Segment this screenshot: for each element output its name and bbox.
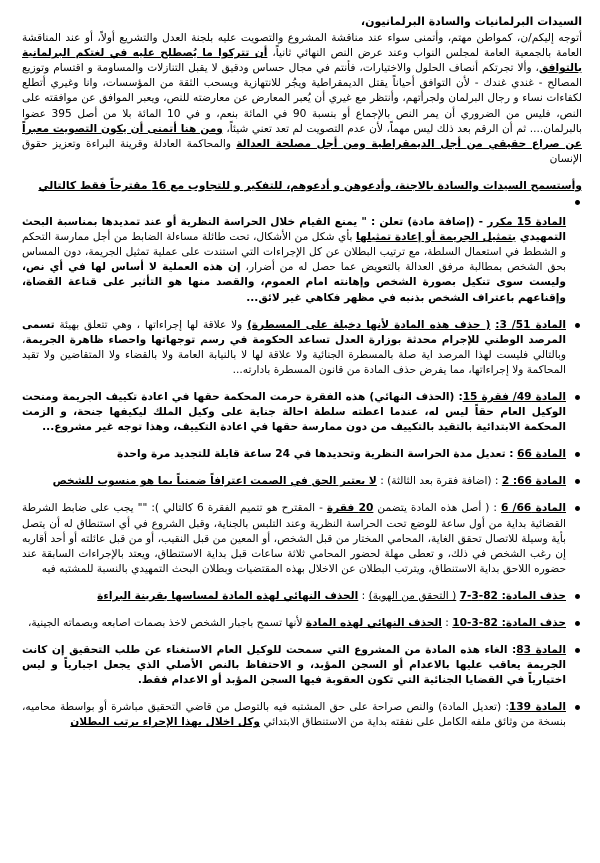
article-item — [22, 474, 566, 489]
article-item — [22, 616, 566, 631]
intro-emphasis-consensus: بالتوافق — [538, 62, 582, 75]
article-emphasis: تسمى المرصد الوطني للإجرام محدثة بوزارة العدل تساعد الحكومة في رسم توجهاتها واحصاء ظاهرة الجريمة — [22, 318, 566, 346]
article-item — [22, 700, 566, 730]
article-text: : تعديل مدة الحراسة النظرية وتحديدها في 24 ساعة قابلة للتجديد مرة واحدة — [117, 448, 518, 461]
article-heading: المادة 15 مكرر — [487, 216, 566, 229]
intro-emphasis-underline: أن تتركوا ما يُصطلح عليه في لغتكم البرلمانية — [22, 47, 268, 60]
article-text: لأنها تسمح باجبار الشخص لاخذ بصمات اصابعه وبصماته الجينية، — [27, 617, 306, 629]
article-heading: المادة 139 — [508, 701, 566, 714]
article-text: ولا علاقة لها إجراءاتها ، وهي تتعلق بهيئة — [54, 318, 248, 331]
article-text: : (اضافة فقرة بعد الثالثة) : — [376, 475, 502, 488]
article-heading: حذف المادة: 82-3-7 — [459, 589, 566, 602]
article-emphasis: إن هذه العملية لا أساس لها في أي نص، وليست سوى تنكيل بصورة الشخص وإهانته امام العموم، والقصد منها هو التأثير على قناعة القضاة، وإقناعهم باعتراف الشخص بذنبه في مظهر فكاهي غير لائق... — [22, 261, 566, 304]
article-text: : — [441, 617, 453, 629]
article-emphasis: بتمثيل الجريمة أو إعادة تمثيلها — [356, 231, 516, 244]
article-text: بأي شكل من الأشكال، تحت طائلة مساءلة الضابط من أجل ممارسة التحكم و الشطط في استعمال السلطة، مع ترتيب البطلان عن كل الإجراءات التي استندت على عملية تمثيل الجريمة، دون المساس بحق الشخص بمطالبة مرفق العدالة بالتعويض عما حصل له من أضرار، — [22, 231, 566, 274]
article-item — [22, 501, 566, 576]
article-emphasis: الحذف النهائي لهذه المادة لمساسها بقرينة البراءة — [97, 589, 359, 602]
article-item — [22, 447, 566, 462]
article-heading: المادة 49/ فقرة 15 — [462, 390, 566, 403]
intro-paragraph — [22, 31, 582, 167]
article-item — [22, 390, 566, 435]
article-heading: المادة 66/ 6 — [501, 502, 567, 515]
article-heading: المادة 66: 2 — [501, 475, 566, 488]
invitation-heading: وأستسمح السيدات والسادة بالاجنة، وأدعوهن و أدعوهم، للتفكير و للتجاوب مع 16 مقترحاً فقط كالتالي — [38, 178, 582, 192]
article-heading: المادة 51/ 3: — [495, 318, 566, 331]
intro-text-2: ، وألا تجرتكم أنصاف الحلول والاختيارات، فأنتم في مجال حساس ودقيق لا يقبل التنازلات والمساومة و اقتسام وتوزيع المصالح - غندي غندك - لأن التوافق أحياناً يقتل الديمقراطية ويجُر للانتهازية ويسحب الثقة من المؤسسات، وانا وغيري أتطلع لكفاءات نساء و رجال البرلمان ولجرأتهم، وأنتظر مع غيري أن يُعبر المعارض عن معارضته للنص، ويعبر الموافق عن موافقته على النص، فليس من الضروري أن يمر النص بالإجماع أو بنسبة 90 في المائة بنعم، و في 10 المائة بلا من أصل 395 عضوا بالبرلمان.... ثم أن الرقم بعد ذلك ليس مهماً، لأن عدم التصويت لم تعد تعني شيئاً، — [22, 62, 582, 135]
article-text: : ( أصل هذه المادة يتضمن — [373, 502, 501, 515]
intro-text-1: أتوجه إليكم/ن، كمواطن مهتم، وأتمنى سواء عند مناقشة المشروع والتصويت عليه بلجنة العدل والتشريع أولاً، أو عند المناقشة العامة بالجمعية العامة لمجلس النواب وعند عرض النص النهائي ثانياً، — [22, 32, 582, 60]
article-heading: المادة 83 — [516, 644, 566, 657]
article-emphasis: لا يعتبر الحق في الصمت اعترافاً ضمنياً بما هو منسوب للشخص — [52, 475, 377, 488]
article-text: - (إضافة مادة) تعلن : " يمنع القيام خلال الحراسة النظرية أو عند تمديدها بمناسبة البحث التمهيدي — [22, 216, 566, 244]
article-emphasis: ( التحقق من الهوية) — [368, 589, 457, 602]
article-text: : — [358, 589, 369, 602]
intro-emphasis-vote: ومن هنا أتمنى أن يكون التصويت معبراً عن صراع حقيقي من أجل الديمقراطية ومن أجل مصلحة العدالة — [22, 122, 582, 150]
article-emphasis: وكل اخلال بهذا الإجراء يرتب البطلان — [70, 716, 261, 729]
article-text: : (الحذف النهائي) هذه الفقرة حرمت المحكمة حقها في اعادة تكييف الجريمة ومنحت الوكيل العام حقاً ليس له، عندما اعطته سلطة احالة جناية على وكيل الملك ليكيفها جنحة، و الزمت المحكمة الابتدائية بالتقيد بالتكييف من دون ممارسة حقها في اعادة التكييف، وهذا توجه غير مشروع... — [22, 390, 566, 434]
article-emphasis: 20 فقرة — [326, 502, 374, 515]
article-item — [22, 201, 566, 306]
article-emphasis: الحذف النهائي لهذه المادة — [305, 617, 442, 629]
article-text: ، وبالتالي فليست لهذا المرصد اية صلة بالمسطرة الجنائية ولا علاقة لها لا بالنيابة العامة ولا بالقضاء ولا المتقاضين ولا تقيد المحاكمة ولا إجراءاتها، مما يفرض حذف المادة من قانون المسطرة بادارته... — [22, 333, 566, 376]
intro-text-3: والمحاكمة العادلة وقرينة البراءة وتعزيز حقوق الإنسان — [22, 137, 582, 165]
article-text: : (تعديل المادة) والنص صراحة على حق المشتبه فيه بالتوصل من قاضي التحقيق مباشرة أو بواسطة محاميه، بنسخة من وثائق ملفه الكامل على نفقته بداية من الاستنطاق الابتدائي — [22, 701, 566, 729]
article-emphasis: ( حذف هذه المادة لأنها دخيلة على المسطرة) — [247, 318, 491, 331]
article-item — [22, 643, 566, 688]
article-item — [22, 318, 566, 378]
greeting: السيدات البرلمانيات والسادة البرلمانيون، — [360, 15, 582, 28]
article-heading: المادة 66 — [517, 448, 566, 461]
article-text: - المقترح هو تتميم الفقرة 6 كالتالي ): "" يجب على ضابط الشرطة القضائية بداية من أول ساعة للوضع تحت الحراسة النظرية وعند التلبس بالجناية، وقبل الشروع في أي استنطاق له أن يتصل بأية وسيلة للاتصال تحقق الغاية، المحامي المختار من قبل الشخص، أو المعين من قبل النقيب، أو من قبل عائلته أو أحد أقاربه إن رغب الشخص في ذلك، و تعطى مهلة لحضور المحامي ثلاثة ساعات قبل بداية الاستنطاق، ويعتد بالإجراءات السابقة عند حضوره اللاحق بداية الاستنطاق، ويترتب البطلان عن الاخلال بهذه المقتضيات وبطلان البحث التمهيدي بالنسبة للمشتبه فيه — [22, 502, 566, 575]
article-heading: حذف المادة: 82-3-10 — [452, 617, 566, 629]
article-item — [22, 589, 566, 604]
article-list — [22, 201, 582, 731]
article-text: : الغاء هذه المادة من المشروع التي سمحت للوكيل العام الاستغناء عن طلب التحقيق إن كانت الجريمة يعاقب عليها بالاعدام أو السجن المؤبد، و الاحتفاظ بالنص الأصلي الذي يجعل اجبارياً و ليس اختيارياً في القضايا الجنائية التي تكون العقوبة فيها السجن المؤبد أو الاعدام فقط. — [22, 644, 566, 687]
